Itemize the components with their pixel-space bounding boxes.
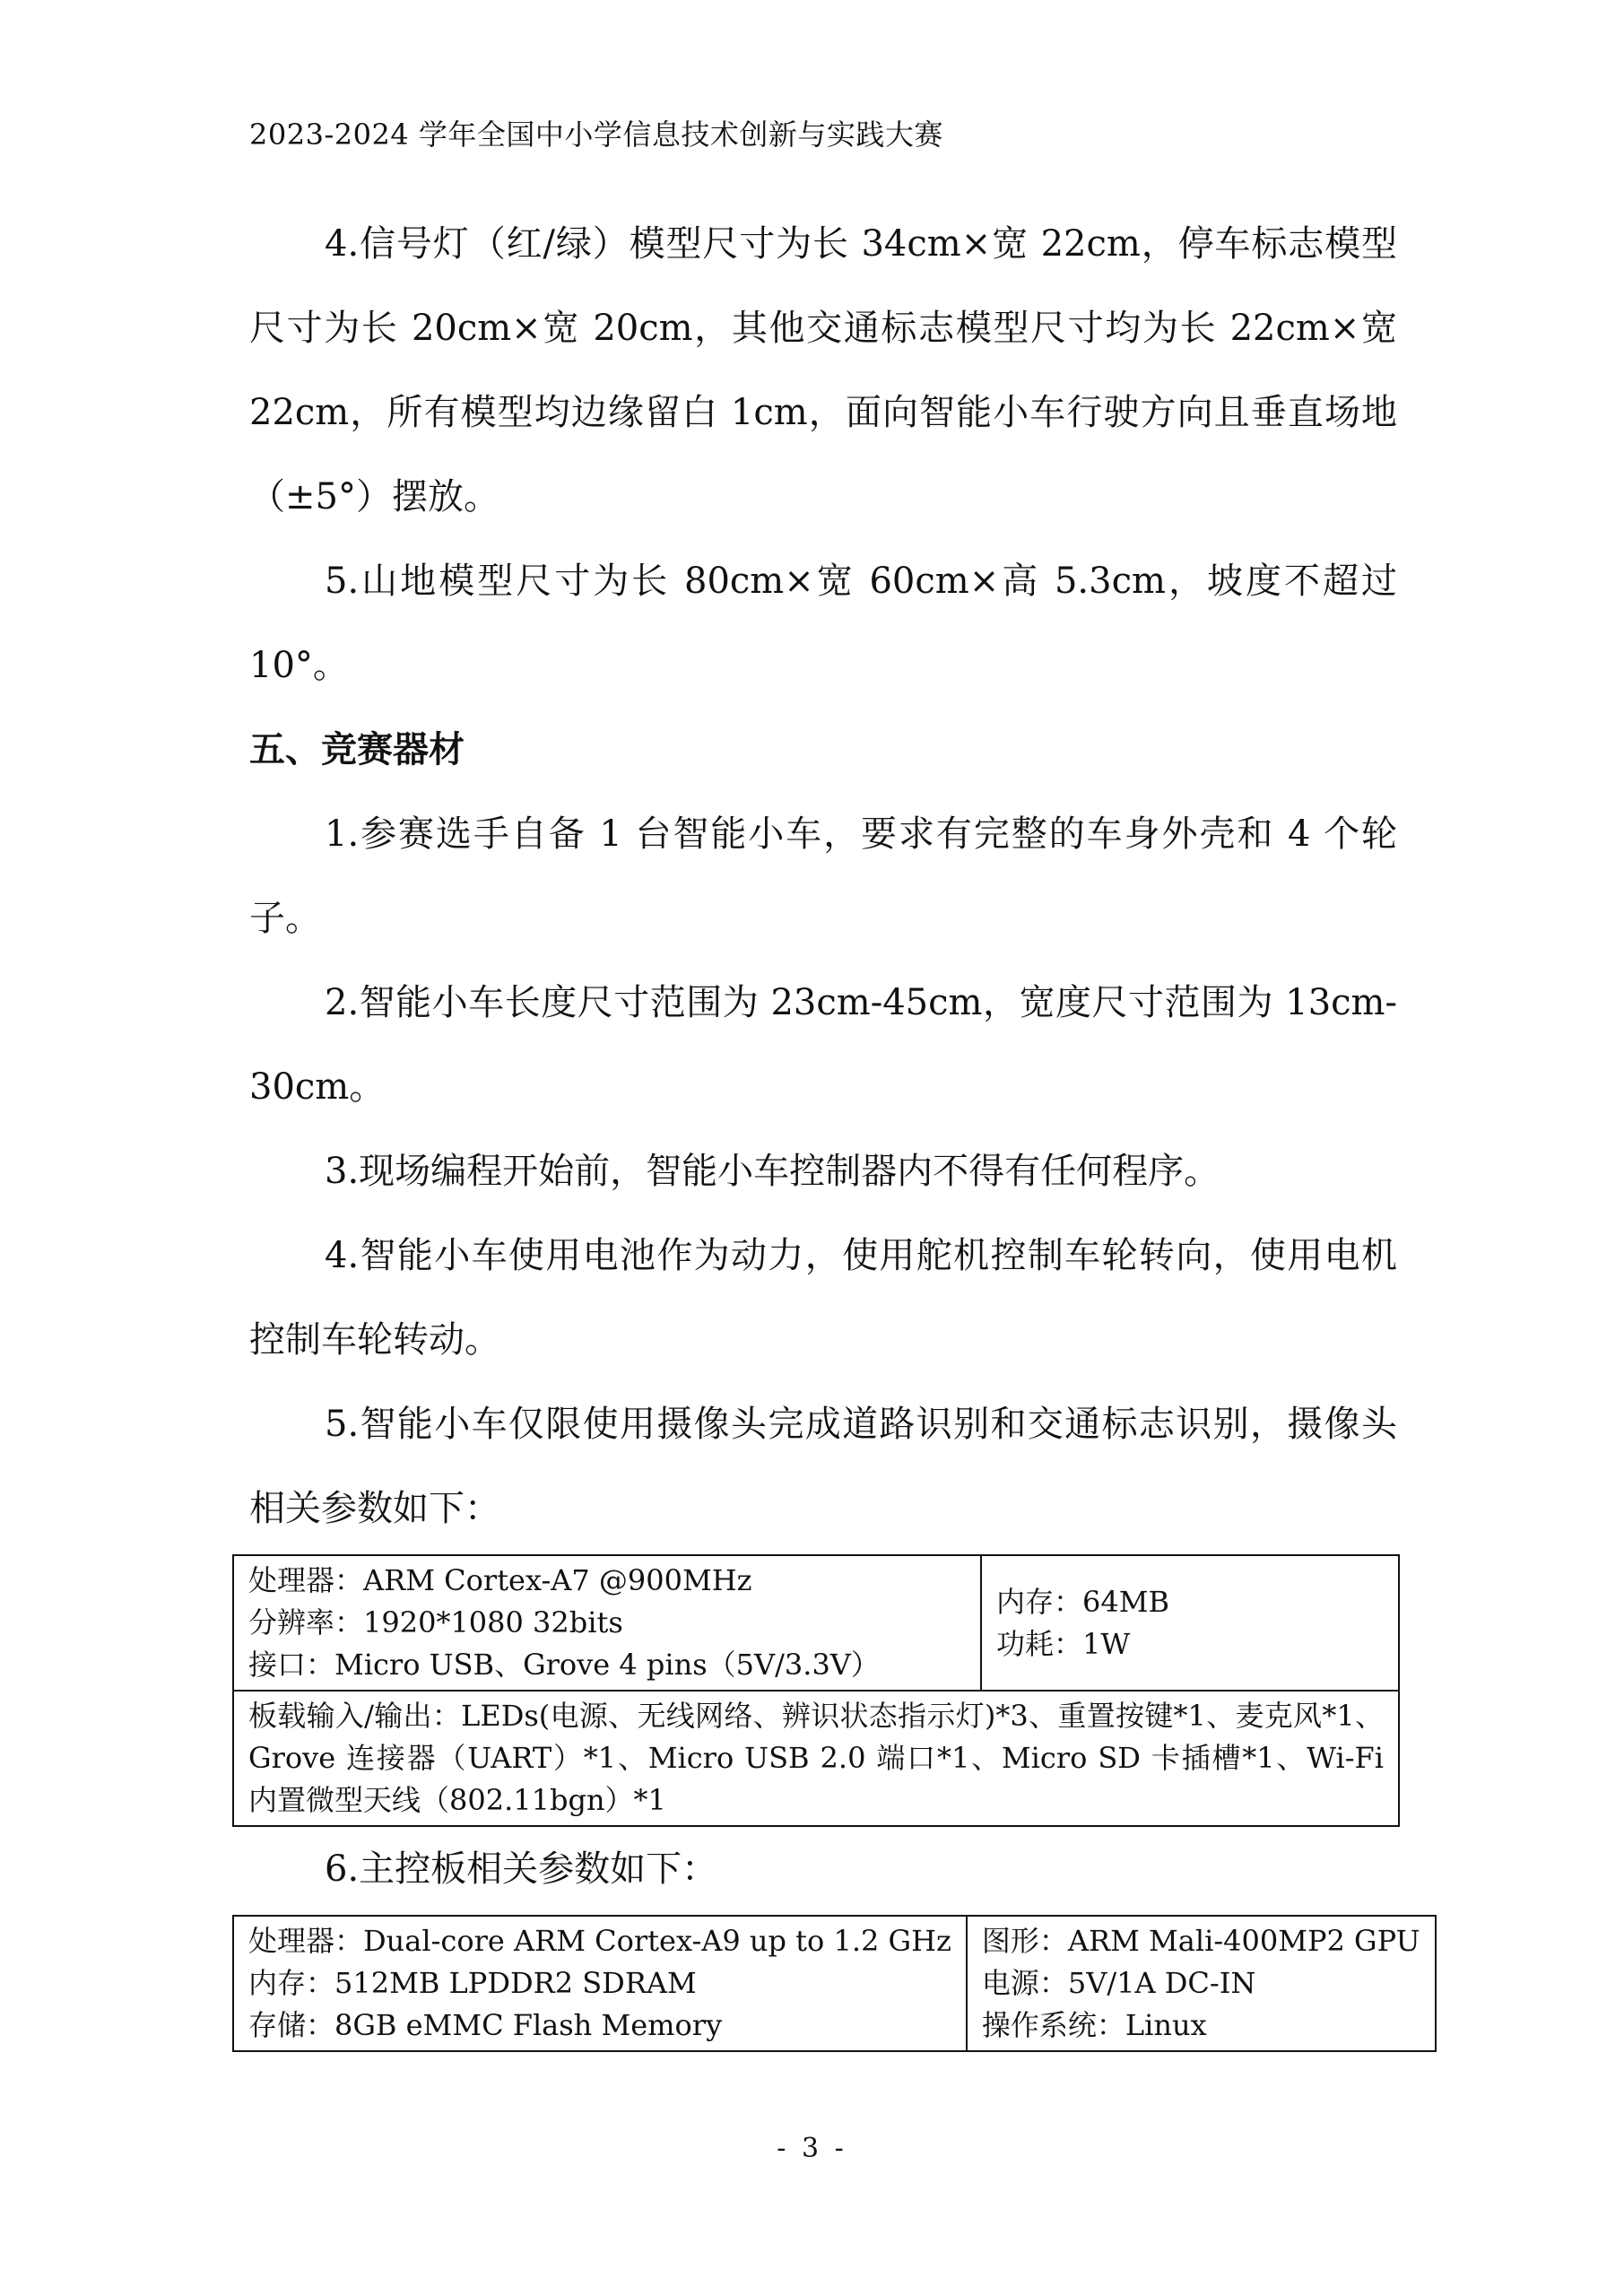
item-board-params: 6.主控板相关参数如下： <box>325 1848 718 1890</box>
item-car-size: 2.智能小车长度尺寸范围为 23cm-45cm，宽度尺寸范围为 13cm-30cm。 <box>249 982 1397 1108</box>
table-row <box>233 1555 1399 1691</box>
page-number: - 3 - <box>777 2133 847 2164</box>
item-controller-program: 3.现场编程开始前，智能小车控制器内不得有任何程序。 <box>325 1151 1220 1192</box>
table-cell <box>981 1555 1399 1691</box>
board-memory: 内存：512MB LPDDR2 SDRAM <box>248 1966 697 2000</box>
table-cell <box>233 1691 1399 1826</box>
section-title: 五、竞赛器材 <box>249 729 465 770</box>
board-spec-table <box>232 1915 1437 2052</box>
table-row <box>233 1691 1399 1826</box>
camera-memory: 内存：64MB <box>996 1584 1170 1619</box>
board-power: 电源：5V/1A DC-IN <box>981 1966 1256 2000</box>
board-storage: 存储：8GB eMMC Flash Memory <box>248 2008 723 2042</box>
camera-power: 功耗：1W <box>996 1626 1131 1661</box>
table-row <box>233 1916 1436 2051</box>
paragraph-mountain-model: 5.山地模型尺寸为长 80cm×宽 60cm×高 5.3cm，坡度不超过 10°。 <box>249 561 1397 686</box>
paragraph-signal-light-size: 4.信号灯（红/绿）模型尺寸为长 34cm×宽 22cm，停车标志模型尺寸为长 20cm×宽 20cm，其他交通标志模型尺寸均为长 22cm×宽 22cm，所有模型均边缘留白 1cm，面向智能小车行驶方向且垂直场地（±5°）摆放。 <box>249 223 1397 517</box>
item-car-requirement: 1.参赛选手自备 1 台智能小车，要求有完整的车身外壳和 4 个轮子。 <box>249 813 1397 939</box>
item-camera-usage: 5.智能小车仅限使用摄像头完成道路识别和交通标志识别，摄像头相关参数如下： <box>249 1404 1397 1529</box>
board-processor: 处理器：Dual-core ARM Cortex-A9 up to 1.2 GHz <box>248 1924 951 1958</box>
table-cell <box>233 1555 981 1691</box>
board-os: 操作系统：Linux <box>981 2008 1207 2042</box>
camera-interface: 接口：Micro USB、Grove 4 pins（5V/3.3V） <box>248 1648 880 1682</box>
item-power-steering: 4.智能小车使用电池作为动力，使用舵机控制车轮转向，使用电机控制车轮转动。 <box>249 1235 1397 1361</box>
camera-onboard-io: 板载输入/输出：LEDs(电源、无线网络、辨识状态指示灯)*3、重置按键*1、麦克风*1、Grove 连接器（UART）*1、Micro USB 2.0 端口*1、Micro SD 卡插槽*1、Wi-Fi 内置微型天线（802.11bgn）*1 <box>248 1699 1384 1817</box>
table-cell <box>967 1916 1436 2051</box>
page-header: 2023-2024 学年全国中小学信息技术创新与实践大赛 <box>249 117 943 152</box>
camera-spec-table <box>232 1554 1400 1827</box>
board-graphics: 图形：ARM Mali-400MP2 GPU <box>981 1924 1420 1958</box>
table-cell <box>233 1916 967 2051</box>
document-body <box>248 202 1420 2052</box>
camera-processor: 处理器：ARM Cortex-A7 @900MHz <box>248 1563 752 1597</box>
camera-resolution: 分辨率：1920*1080 32bits <box>248 1605 623 1639</box>
